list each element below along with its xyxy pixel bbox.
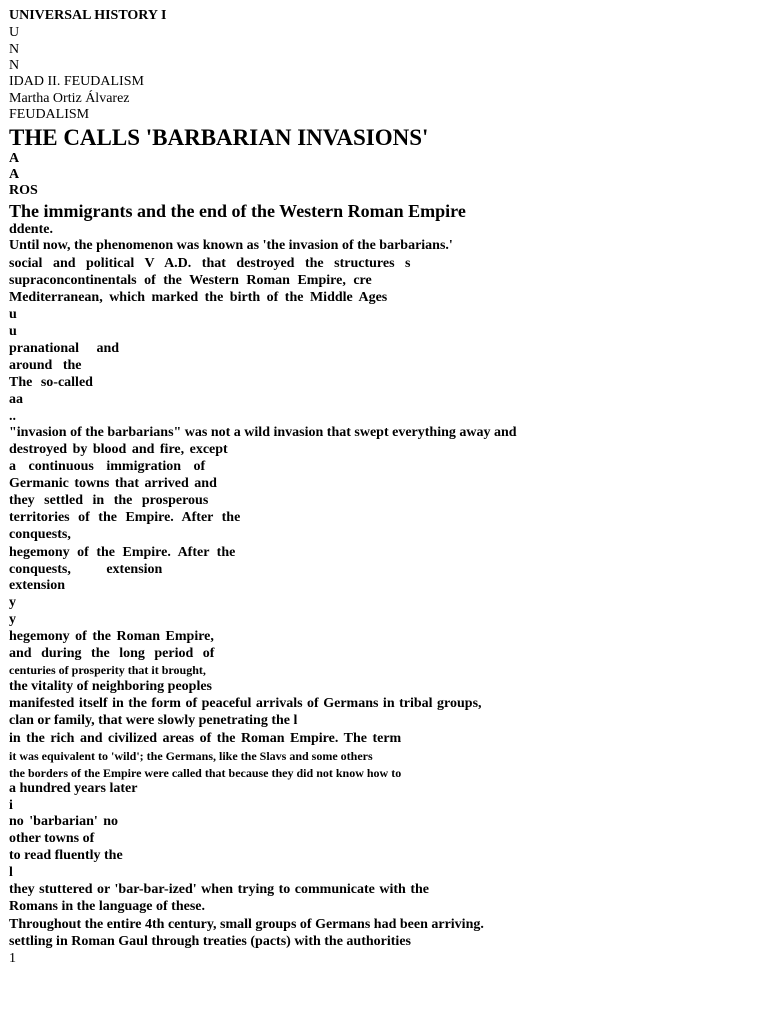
body-line: territories of the Empire. After the bbox=[9, 510, 241, 525]
body-line: Until now, the phenomenon was known as 'the invasion of the barbarians.' bbox=[9, 238, 453, 253]
body-line: u bbox=[9, 324, 17, 339]
body-line: other towns of bbox=[9, 831, 95, 846]
body-line: hegemony of the Empire. After the bbox=[9, 545, 236, 560]
header-letter: N bbox=[9, 42, 20, 57]
header-letter: U bbox=[9, 25, 20, 40]
body-line: around the bbox=[9, 358, 82, 373]
body-line: pranational and bbox=[9, 341, 120, 356]
body-line: it was equivalent to 'wild'; the Germans, like the Slavs and some others bbox=[9, 749, 373, 763]
body-line: to read fluently the bbox=[9, 848, 123, 863]
body-line: ddente. bbox=[9, 222, 53, 237]
body-line: no 'barbarian' no bbox=[9, 814, 119, 829]
document-title: THE CALLS 'BARBARIAN INVASIONS' bbox=[9, 125, 429, 150]
body-line: hegemony of the Roman Empire, bbox=[9, 629, 214, 644]
body-line: supraconcontinentals of the Western Roman Empire, cre bbox=[9, 273, 372, 288]
body-line: l bbox=[9, 865, 13, 880]
body-line: Mediterranean, which marked the birth of the Middle Ages bbox=[9, 290, 388, 305]
fragment-text: A bbox=[9, 167, 20, 182]
body-line: u bbox=[9, 307, 17, 322]
body-line: extension bbox=[9, 578, 65, 593]
body-line: aa bbox=[9, 392, 23, 407]
body-line: "invasion of the barbarians" was not a wild invasion that swept everything away and bbox=[9, 425, 517, 440]
body-line: clan or family, that were slowly penetrating the l bbox=[9, 713, 298, 728]
page-number: 1 bbox=[9, 951, 16, 966]
body-line: manifested itself in the form of peaceful arrivals of Germans in tribal groups, bbox=[9, 696, 482, 711]
document-subtitle: The immigrants and the end of the Western Roman Empire bbox=[9, 201, 466, 221]
body-line: in the rich and civilized areas of the Roman Empire. The term bbox=[9, 731, 402, 746]
body-line: Germanic towns that arrived and bbox=[9, 476, 217, 491]
body-line: conquests, bbox=[9, 527, 71, 542]
course-heading: UNIVERSAL HISTORY I bbox=[9, 8, 167, 23]
body-line: i bbox=[9, 798, 13, 813]
body-line: social and political V A.D. that destroyed the structures s bbox=[9, 256, 411, 271]
body-line: y bbox=[9, 612, 16, 627]
body-line: The so-called bbox=[9, 375, 93, 390]
topic-label: FEUDALISM bbox=[9, 107, 90, 122]
body-line: and during the long period of bbox=[9, 646, 215, 661]
body-line: .. bbox=[9, 409, 16, 424]
body-line: they settled in the prosperous bbox=[9, 493, 209, 508]
fragment-text: ROS bbox=[9, 183, 38, 198]
fragment-text: A bbox=[9, 151, 20, 166]
body-line: Throughout the entire 4th century, small groups of Germans had been arriving. bbox=[9, 917, 484, 932]
body-line: centuries of prosperity that it brought, bbox=[9, 663, 206, 677]
body-line: a hundred years later bbox=[9, 781, 138, 796]
body-line: the borders of the Empire were called that because they did not know how to bbox=[9, 766, 402, 780]
body-line: the vitality of neighboring peoples bbox=[9, 679, 213, 694]
header-letter: N bbox=[9, 58, 20, 73]
body-line: y bbox=[9, 595, 16, 610]
body-line: Romans in the language of these. bbox=[9, 899, 206, 914]
body-line: settling in Roman Gaul through treaties (pacts) with the authorities bbox=[9, 934, 411, 949]
author-name: Martha Ortiz Álvarez bbox=[9, 91, 130, 106]
body-line: destroyed by blood and fire, except bbox=[9, 442, 228, 457]
unit-label: IDAD II. FEUDALISM bbox=[9, 74, 144, 89]
body-line: conquests, extension bbox=[9, 562, 163, 577]
body-line: a continuous immigration of bbox=[9, 459, 206, 474]
body-line: they stuttered or 'bar-bar-ized' when trying to communicate with the bbox=[9, 882, 429, 897]
